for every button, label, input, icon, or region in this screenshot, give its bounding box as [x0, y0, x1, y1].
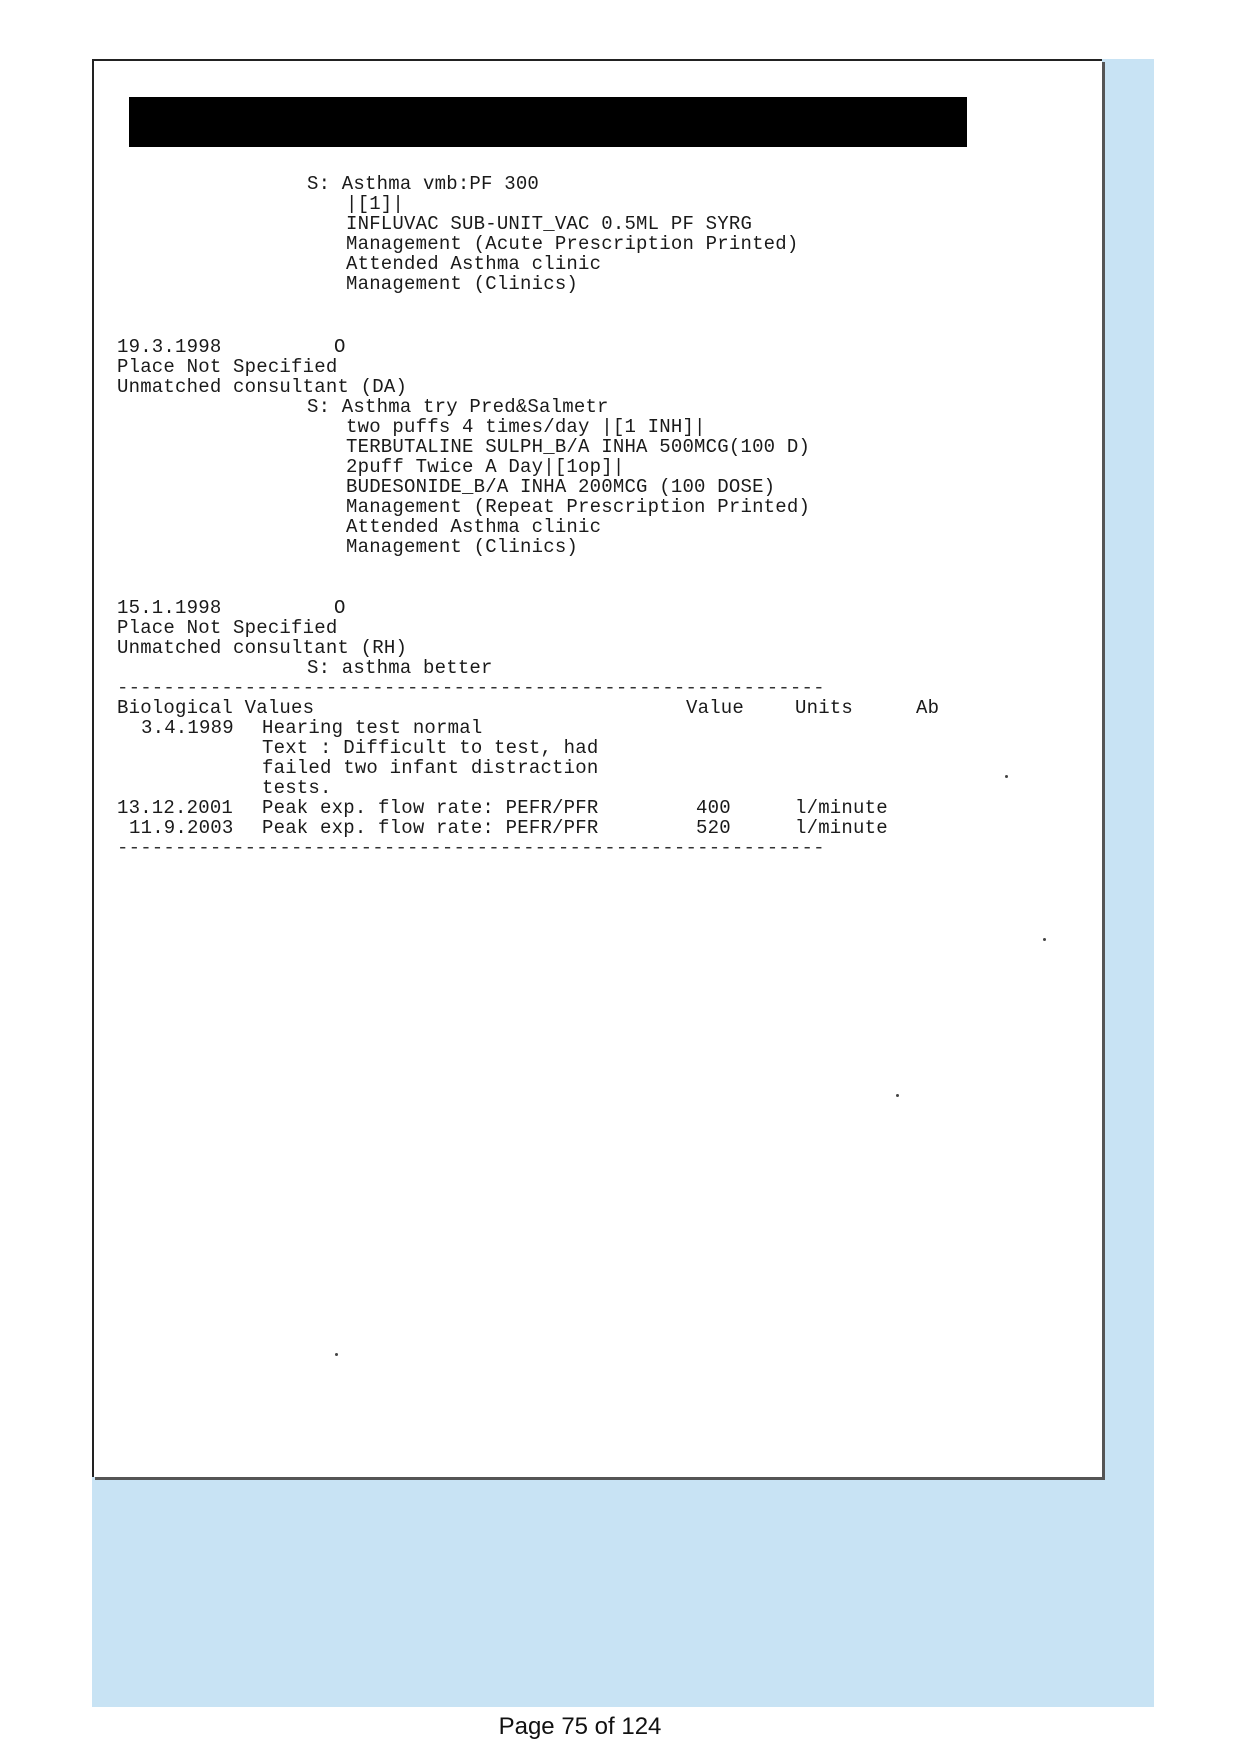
entry-date: 15.1.1998	[117, 597, 222, 619]
scan-speck	[1005, 775, 1008, 778]
record-line: INFLUVAC SUB-UNIT_VAC 0.5ML PF SYRG	[346, 213, 753, 235]
record-line: S: Asthma try Pred&Salmetr	[307, 396, 609, 418]
scan-speck	[1043, 938, 1046, 941]
entry-place: Place Not Specified	[117, 356, 338, 378]
entry-marker: O	[334, 336, 346, 358]
bio-row-date: 3.4.1989	[141, 717, 234, 739]
record-line: Attended Asthma clinic	[346, 516, 602, 538]
scan-speck	[896, 1094, 899, 1097]
bio-row-desc: failed two infant distraction	[262, 757, 599, 779]
bio-row-desc: Text : Difficult to test, had	[262, 737, 599, 759]
divider-bottom: -------------------------------------------------------------	[117, 837, 825, 859]
bio-row-units: l/minute	[795, 797, 888, 819]
bio-row-date: 11.9.2003	[129, 817, 234, 839]
entry-date: 19.3.1998	[117, 336, 222, 358]
record-line: Management (Acute Prescription Printed)	[346, 233, 799, 255]
record-line: S: Asthma vmb:PF 300	[307, 173, 540, 195]
bio-row-date: 13.12.2001	[117, 797, 234, 819]
record-line: Attended Asthma clinic	[346, 253, 602, 275]
bio-row-desc: tests.	[262, 777, 332, 799]
bio-row-desc: Peak exp. flow rate: PEFR/PFR	[262, 797, 599, 819]
record-line: two puffs 4 times/day |[1 INH]|	[346, 416, 706, 438]
record-line: TERBUTALINE SULPH_B/A INHA 500MCG(100 D)	[346, 436, 811, 458]
entry-consultant: Unmatched consultant (DA)	[117, 376, 408, 398]
bio-row-units: l/minute	[795, 817, 888, 839]
record-line: 2puff Twice A Day|[1op]|	[346, 456, 625, 478]
page-number: Page 75 of 124	[498, 1713, 662, 1740]
bio-table-title: Biological Values	[117, 697, 315, 719]
bio-table-header-units: Units	[795, 697, 854, 719]
bio-row-desc: Hearing test normal	[262, 717, 483, 739]
redaction-bar	[129, 97, 967, 147]
bio-table-header-ab: Ab	[916, 697, 940, 719]
scan-speck	[335, 1353, 338, 1356]
record-line: S: asthma better	[307, 657, 493, 679]
record-line: BUDESONIDE_B/A INHA 200MCG (100 DOSE)	[346, 476, 776, 498]
record-line: Management (Repeat Prescription Printed)	[346, 496, 811, 518]
bio-row-value: 520	[696, 817, 731, 839]
bio-row-value: 400	[696, 797, 731, 819]
entry-consultant: Unmatched consultant (RH)	[117, 637, 408, 659]
bio-row-desc: Peak exp. flow rate: PEFR/PFR	[262, 817, 599, 839]
entry-place: Place Not Specified	[117, 617, 338, 639]
entry-marker: O	[334, 597, 346, 619]
divider-top: -------------------------------------------------------------	[117, 677, 825, 699]
bio-table-header-value: Value	[686, 697, 745, 719]
record-line: Management (Clinics)	[346, 273, 579, 295]
record-line: Management (Clinics)	[346, 536, 579, 558]
record-line: |[1]|	[346, 193, 405, 215]
